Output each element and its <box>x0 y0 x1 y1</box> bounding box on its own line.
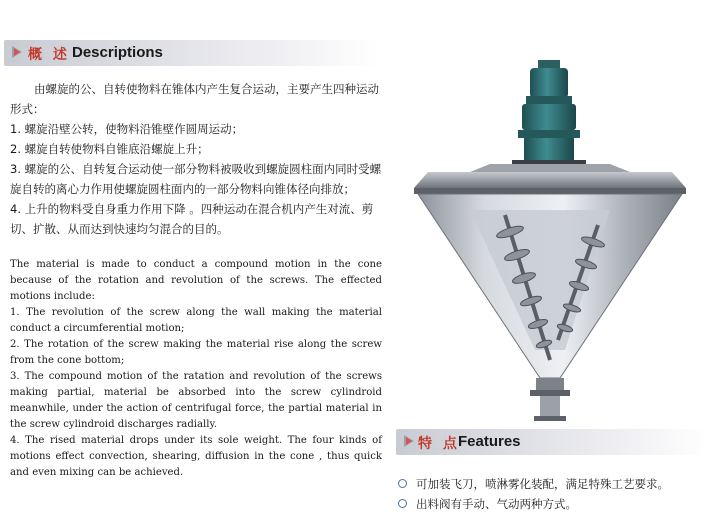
en-paragraph-2: 2. The rotation of the screw making the material rise along the screw from the cone bottom; <box>10 339 382 366</box>
description-cn-text <box>10 79 382 239</box>
ring-bullet-icon <box>398 499 407 508</box>
en-paragraph-4: 4. The rised material drops under its sole weight. The four kinds of motions effect convection, shearing, diffusion in the cone , thus quick and even mixing can be achieved. <box>10 435 382 478</box>
feature-text: 可加装飞刀，喷淋雾化装配，满足特殊工艺要求。 <box>416 477 669 491</box>
en-paragraph-1: 1. The revolution of the screw along the wall making the material conduct a circumferential motion; <box>10 307 382 334</box>
features-title-cn: 特 点 <box>418 436 460 452</box>
features-title-en: Features <box>458 433 521 450</box>
conical-mixer-image <box>400 60 700 425</box>
feature-text: 出料阀有手动、气动两种方式。 <box>416 497 577 511</box>
feature-item <box>398 474 708 494</box>
cn-paragraph-2: 2. 螺旋自转使物料自锥底沿螺旋上升； <box>10 142 209 156</box>
en-paragraph-3: 3. The compound motion of the ratation and revolution of the screws making partial, material be absorbed into the screw cylindroid meanwhile, under the action of centrifugal force, the partial material in the screw cylindroid discharges radially. <box>10 371 382 430</box>
en-paragraph-intro: The material is made to conduct a compound motion in the cone because of the rotation and revolution of the screws. The effected motions include: <box>10 259 382 302</box>
ring-bullet-icon <box>398 479 407 488</box>
description-en-text <box>10 257 382 481</box>
feature-item <box>398 494 708 514</box>
descriptions-header <box>4 40 380 66</box>
descriptions-title-en: Descriptions <box>72 44 163 61</box>
features-list <box>398 474 708 514</box>
features-header <box>396 429 708 455</box>
descriptions-title-cn: 概 述 <box>28 47 70 63</box>
cn-paragraph-intro: 由螺旋的公、自转使物料在锥体内产生复合运动，主要产生四种运动形式： <box>10 82 379 116</box>
ribbon-icon <box>10 44 24 60</box>
cn-paragraph-3: 3. 螺旋的公、自转复合运动使一部分物料被吸收到螺旋圆柱面内同时受螺旋自转的离心力作用使螺旋圆柱面内的一部分物料向锥体径向排放； <box>10 162 382 196</box>
cn-paragraph-1: 1. 螺旋沿壁公转，使物料沿锥壁作圆周运动； <box>10 122 244 136</box>
ribbon-icon <box>402 433 416 449</box>
cn-paragraph-4: 4. 上升的物料受自身重力作用下降 。四种运动在混合机内产生对流、剪切、扩散、从而达到快速均匀混合的目的。 <box>10 202 374 236</box>
